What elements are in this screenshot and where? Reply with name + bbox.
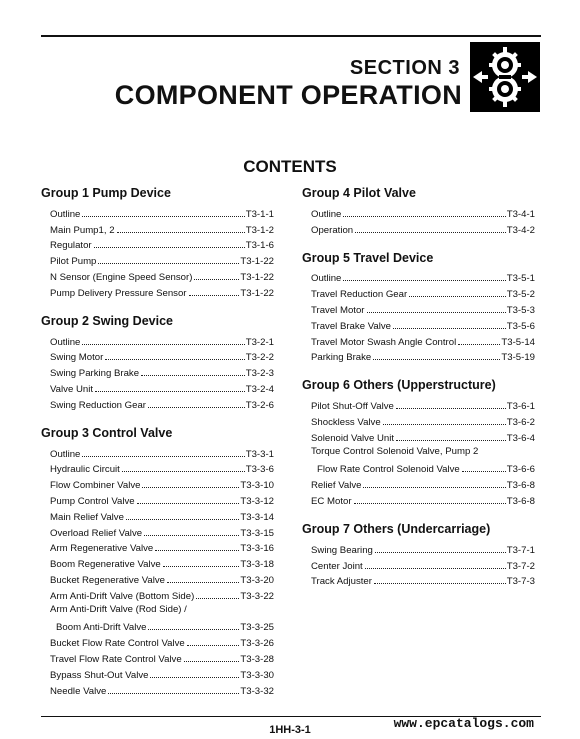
dot-leader <box>374 583 506 584</box>
toc-entry[interactable] <box>302 204 535 220</box>
dot-leader <box>150 677 239 678</box>
dot-leader <box>354 503 506 504</box>
toc-entry-page: T3-6-8 <box>506 480 535 492</box>
toc-entry[interactable] <box>302 460 535 476</box>
group-heading: Group 1 Pump Device <box>41 186 171 200</box>
contents-group <box>41 312 274 411</box>
toc-entry-label: Main Relief Valve <box>50 511 124 523</box>
toc-entry-page: T3-1-22 <box>240 271 274 283</box>
toc-entry-page: T3-3-12 <box>240 495 274 507</box>
toc-entry[interactable] <box>302 348 535 364</box>
toc-entry-page: T3-4-2 <box>506 224 535 236</box>
group-heading: Group 2 Swing Device <box>41 313 173 328</box>
toc-entry-label: Outline <box>311 273 342 285</box>
toc-entry-page: T3-3-30 <box>240 669 274 681</box>
toc-entry[interactable] <box>41 523 274 539</box>
toc-entry[interactable] <box>41 539 274 555</box>
dot-leader <box>155 550 239 551</box>
toc-entry-page: T3-1-2 <box>245 224 274 236</box>
contents-group <box>41 184 274 299</box>
toc-entry-page: T3-1-1 <box>245 208 274 220</box>
toc-entry-page: T3-3-25 <box>240 622 274 634</box>
dot-leader <box>82 216 244 217</box>
dot-leader <box>82 344 244 345</box>
toc-entry[interactable] <box>41 379 274 395</box>
toc-entry-page: T3-3-32 <box>240 685 274 697</box>
contents-right-column <box>302 184 535 600</box>
toc-entry-label: Travel Brake Valve <box>311 320 391 332</box>
dot-leader <box>126 519 239 520</box>
toc-entry-page: T3-6-8 <box>506 495 535 507</box>
dot-leader <box>82 456 244 457</box>
toc-entry-page: T3-5-19 <box>501 352 535 364</box>
toc-entry-label: Shockless Valve <box>311 416 381 428</box>
toc-entry[interactable] <box>302 412 535 428</box>
toc-entry-page: T3-1-22 <box>240 256 274 268</box>
dot-leader <box>98 263 239 264</box>
toc-entry[interactable] <box>302 316 535 332</box>
dot-leader <box>367 312 506 313</box>
toc-entry-page: T3-5-2 <box>506 289 535 301</box>
toc-entry-page: T3-3-28 <box>240 653 274 665</box>
dot-leader <box>184 661 240 662</box>
group-heading: Group 5 Travel Device <box>302 250 434 265</box>
toc-entry-label: Travel Flow Rate Control Valve <box>50 653 182 665</box>
toc-entry[interactable] <box>302 475 535 491</box>
toc-entry-page: T3-7-3 <box>506 576 535 588</box>
toc-entry[interactable] <box>302 556 535 572</box>
dot-leader <box>189 295 240 296</box>
toc-entry-page: T3-6-1 <box>506 401 535 413</box>
toc-entry-label: Main Pump1, 2 <box>50 224 115 236</box>
toc-entry-label: Bypass Shut-Out Valve <box>50 669 149 681</box>
contents-heading: CONTENTS <box>243 157 337 176</box>
page-number: 1HH-3-1 <box>269 724 311 736</box>
toc-entry-label: Outline <box>50 208 81 220</box>
watermark: www.epcatalogs.com <box>393 716 534 731</box>
toc-entry[interactable] <box>41 681 274 697</box>
contents-group <box>41 424 274 697</box>
toc-entry[interactable] <box>41 283 274 299</box>
dot-leader <box>148 407 245 408</box>
toc-entry-label: Pilot Pump <box>50 256 97 268</box>
gear-pump-icon <box>470 42 540 112</box>
toc-entry-page: T3-6-6 <box>506 464 535 476</box>
dot-leader <box>137 503 240 504</box>
toc-entry-page: T3-7-1 <box>506 544 535 556</box>
toc-entry[interactable] <box>302 428 535 444</box>
contents-group <box>302 184 535 236</box>
toc-entry[interactable] <box>41 649 274 665</box>
toc-entry[interactable] <box>41 460 274 476</box>
toc-entry-label: Boom Anti-Drift Valve <box>56 622 147 634</box>
dot-leader <box>409 296 506 297</box>
dot-leader <box>343 216 505 217</box>
toc-entry-page: T3-4-1 <box>506 208 535 220</box>
toc-entry-label: Swing Parking Brake <box>50 368 140 380</box>
toc-entry[interactable] <box>302 572 535 588</box>
toc-entry-label: Travel Reduction Gear <box>311 289 408 301</box>
toc-entry[interactable] <box>302 540 535 556</box>
toc-entry[interactable] <box>41 570 274 586</box>
toc-entry-page: T3-7-2 <box>506 560 535 572</box>
toc-entry[interactable] <box>41 236 274 252</box>
dot-leader <box>141 375 245 376</box>
toc-entry-page: T3-5-3 <box>506 304 535 316</box>
dot-leader <box>393 328 506 329</box>
toc-entry[interactable] <box>41 554 274 570</box>
toc-entry-label: Flow Combiner Valve <box>50 480 141 492</box>
dot-leader <box>95 391 245 392</box>
toc-entry-label: Swing Motor <box>50 352 104 364</box>
toc-entry-page: T3-3-15 <box>240 527 274 539</box>
toc-entry[interactable] <box>302 332 535 348</box>
toc-entry-label: Needle Valve <box>50 685 107 697</box>
toc-entry-page: T3-2-2 <box>245 352 274 364</box>
toc-entry-page: T3-3-14 <box>240 511 274 523</box>
dot-leader <box>375 552 506 553</box>
toc-entry[interactable] <box>302 220 535 236</box>
toc-entry-label: Pump Control Valve <box>50 495 135 507</box>
toc-entry[interactable] <box>302 284 535 300</box>
toc-entry-page: T3-2-3 <box>245 368 274 380</box>
toc-entry[interactable] <box>302 300 535 316</box>
contents-left-column <box>41 184 274 710</box>
toc-entry-page: T3-5-1 <box>506 273 535 285</box>
dot-leader <box>108 693 239 694</box>
toc-entry[interactable] <box>302 491 535 507</box>
dot-leader <box>148 629 239 630</box>
dot-leader <box>142 487 239 488</box>
toc-entry[interactable] <box>41 363 274 379</box>
toc-entry-page: T3-2-4 <box>245 383 274 395</box>
dot-leader <box>355 232 506 233</box>
dot-leader <box>373 359 500 360</box>
toc-entry-page: T3-3-18 <box>240 559 274 571</box>
toc-entry-label: Boom Regenerative Valve <box>50 559 161 571</box>
toc-entry-page: T3-2-6 <box>245 399 274 411</box>
toc-entry-label: Overload Relief Valve <box>50 527 143 539</box>
toc-entry[interactable] <box>41 586 274 602</box>
toc-entry-label: Solenoid Valve Unit <box>311 432 395 444</box>
dot-leader <box>194 279 239 280</box>
dot-leader <box>396 440 506 441</box>
toc-entry-label: Swing Bearing <box>311 544 373 556</box>
toc-entry-page: T3-3-22 <box>240 590 274 602</box>
toc-entry-label: Parking Brake <box>311 352 372 364</box>
toc-entry-label-line1: Arm Anti-Drift Valve (Rod Side) / <box>50 603 187 615</box>
toc-entry-label: N Sensor (Engine Speed Sensor) <box>50 271 193 283</box>
dot-leader <box>94 247 245 248</box>
toc-entry-page: T3-2-1 <box>245 336 274 348</box>
toc-entry-label: Track Adjuster <box>311 576 372 588</box>
dot-leader <box>462 471 506 472</box>
toc-entry-label: Outline <box>50 336 81 348</box>
dot-leader <box>144 535 239 536</box>
toc-entry-label: EC Motor <box>311 495 352 507</box>
group-heading: Group 4 Pilot Valve <box>302 186 416 200</box>
dot-leader <box>383 424 506 425</box>
toc-entry-label: Center Joint <box>311 560 363 572</box>
toc-entry[interactable] <box>41 491 274 507</box>
top-rule <box>41 35 541 37</box>
toc-entry[interactable] <box>41 251 274 267</box>
toc-entry-page: T3-5-14 <box>501 336 535 348</box>
toc-entry-label: Travel Motor <box>311 304 365 316</box>
contents-group <box>302 520 535 587</box>
toc-entry[interactable] <box>41 348 274 364</box>
toc-entry-label: Pilot Shut-Off Valve <box>311 401 394 413</box>
toc-entry-label: Outline <box>311 208 342 220</box>
toc-entry-label: Pump Delivery Pressure Sensor <box>50 287 187 299</box>
dot-leader <box>363 487 505 488</box>
toc-entry[interactable] <box>302 269 535 285</box>
toc-entry[interactable] <box>41 633 274 649</box>
toc-entry-label: Regulator <box>50 240 92 252</box>
dot-leader <box>105 359 244 360</box>
dot-leader <box>458 344 500 345</box>
toc-entry-page: T3-6-4 <box>506 432 535 444</box>
toc-entry-page: T3-3-10 <box>240 480 274 492</box>
dot-leader <box>196 598 239 599</box>
toc-entry-label: Outline <box>50 448 81 460</box>
group-heading: Group 6 Others (Upperstructure) <box>302 378 496 393</box>
toc-entry-label: Hydraulic Circuit <box>50 464 120 476</box>
toc-entry[interactable] <box>41 507 274 523</box>
section-number: SECTION 3 <box>349 57 460 79</box>
toc-entry[interactable] <box>41 332 274 348</box>
toc-entry-label-line1: Torque Control Solenoid Valve, Pump 2 <box>311 445 479 457</box>
toc-entry-label: Flow Rate Control Solenoid Valve <box>317 464 460 476</box>
toc-entry-page: T3-3-6 <box>245 464 274 476</box>
dot-leader <box>167 582 239 583</box>
toc-entry[interactable] <box>41 395 274 411</box>
toc-entry[interactable] <box>41 204 274 220</box>
toc-entry[interactable] <box>41 665 274 681</box>
contents-group <box>302 249 535 364</box>
toc-entry-label: Bucket Regenerative Valve <box>50 574 166 586</box>
toc-entry-page: T3-5-6 <box>506 320 535 332</box>
toc-entry-label: Travel Motor Swash Angle Control <box>311 336 457 348</box>
toc-entry-label: Valve Unit <box>50 383 94 395</box>
toc-entry-page: T3-3-16 <box>240 543 274 555</box>
toc-entry-page: T3-3-26 <box>240 638 274 650</box>
dot-leader <box>187 645 240 646</box>
toc-entry[interactable] <box>302 396 535 412</box>
toc-entry-page: T3-3-1 <box>245 448 274 460</box>
toc-entry[interactable] <box>41 618 274 634</box>
toc-entry-label: Operation <box>311 224 354 236</box>
toc-entry[interactable] <box>41 444 274 460</box>
toc-entry-label: Arm Regenerative Valve <box>50 543 154 555</box>
dot-leader <box>343 280 505 281</box>
toc-entry-label: Relief Valve <box>311 480 362 492</box>
dot-leader <box>365 568 506 569</box>
dot-leader <box>163 566 240 567</box>
toc-entry-page: T3-6-2 <box>506 416 535 428</box>
group-heading: Group 7 Others (Undercarriage) <box>302 521 491 536</box>
dot-leader <box>117 232 245 233</box>
toc-entry-label: Arm Anti-Drift Valve (Bottom Side) <box>50 590 195 602</box>
dot-leader <box>396 408 506 409</box>
toc-entry-page: T3-3-20 <box>240 574 274 586</box>
contents-group <box>302 376 535 507</box>
group-heading: Group 3 Control Valve <box>41 425 173 440</box>
toc-entry-page: T3-1-22 <box>240 287 274 299</box>
toc-entry[interactable] <box>41 267 274 283</box>
toc-entry-page: T3-1-6 <box>245 240 274 252</box>
toc-entry-label: Swing Reduction Gear <box>50 399 146 411</box>
toc-entry[interactable] <box>41 475 274 491</box>
toc-entry[interactable] <box>41 220 274 236</box>
dot-leader <box>122 471 245 472</box>
section-title: COMPONENT OPERATION <box>114 80 462 110</box>
toc-entry-label: Bucket Flow Rate Control Valve <box>50 638 185 650</box>
